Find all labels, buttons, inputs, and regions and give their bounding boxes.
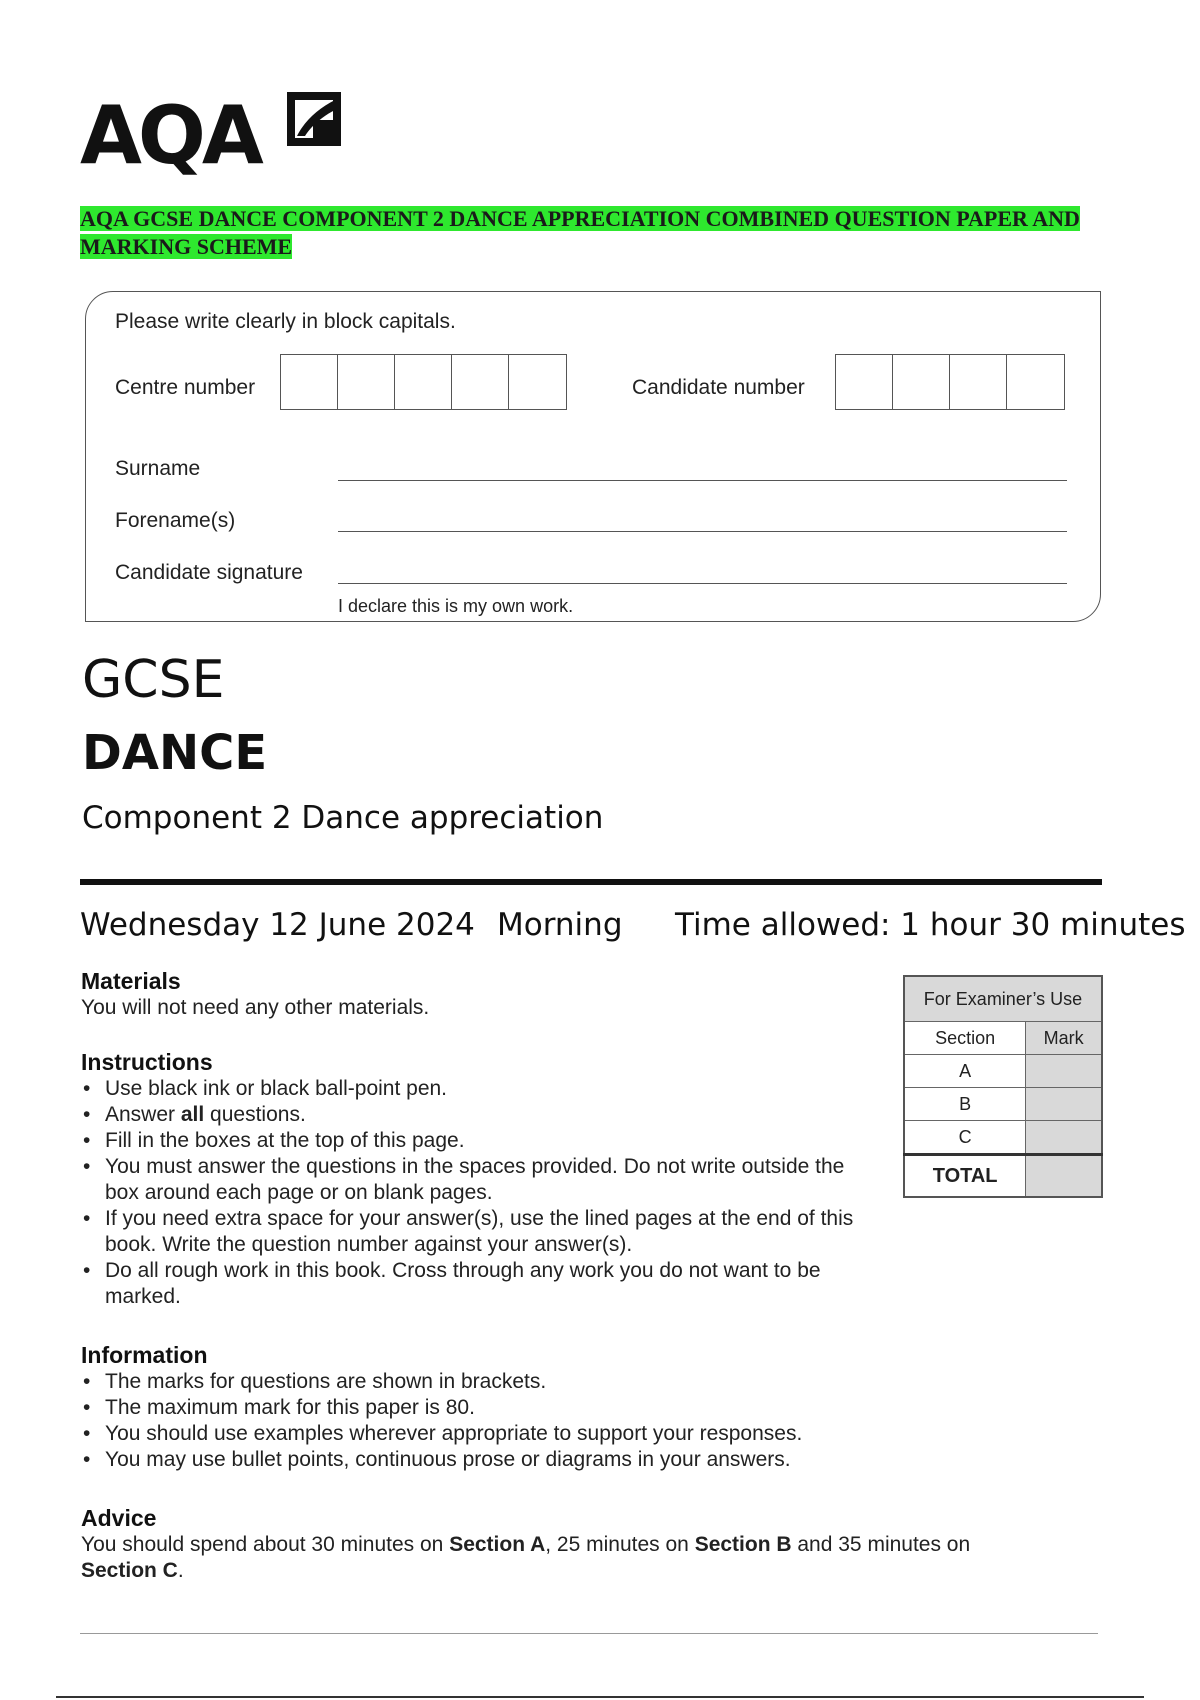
qualification-title: GCSE [82, 650, 225, 710]
section-column-header: Section [904, 1022, 1026, 1055]
signature-label: Candidate signature [115, 561, 303, 584]
information-section [81, 1342, 901, 1473]
information-heading: Information [81, 1342, 208, 1368]
advice-section [81, 1505, 1041, 1584]
page-bottom-rule [56, 1696, 1144, 1698]
centre-number-cell[interactable] [281, 355, 338, 409]
advice-section-a: Section A [449, 1533, 546, 1556]
materials-section [81, 968, 881, 1021]
exam-session: Morning [497, 907, 623, 943]
advice-part2: , 25 minutes on [545, 1533, 695, 1556]
advice-heading: Advice [81, 1505, 157, 1531]
information-list [81, 1369, 901, 1473]
list-item: • Do all rough work in this book. Cross through any work you do not want to be marked. [81, 1258, 871, 1310]
forenames-line[interactable] [338, 531, 1067, 532]
table-row [904, 1121, 1102, 1155]
surname-label: Surname [115, 457, 201, 480]
mark-column-header: Mark [1026, 1022, 1102, 1055]
instruction-answer-text: Answer [105, 1103, 181, 1126]
section-a-cell: A [904, 1055, 1026, 1088]
list-item: • You should use examples wherever appropriate to support your responses. [81, 1421, 901, 1447]
exam-date: Wednesday 12 June 2024 [80, 907, 475, 943]
total-label-cell: TOTAL [904, 1155, 1026, 1198]
list-item: • Fill in the boxes at the top of this page. [81, 1128, 871, 1154]
logo-text: AQA [80, 89, 260, 182]
surname-line[interactable] [338, 480, 1067, 481]
list-item: • You may use bullet points, continuous prose or diagrams in your answers. [81, 1447, 901, 1473]
candidate-number-label: Candidate number [632, 376, 805, 399]
centre-number-cell[interactable] [452, 355, 509, 409]
title-divider [80, 879, 1102, 885]
aqa-slash-mark-icon [283, 90, 345, 150]
examiners-use-title: For Examiner’s Use [904, 976, 1102, 1022]
candidate-number-boxes[interactable] [835, 354, 1065, 410]
candidate-number-cell[interactable] [836, 355, 893, 409]
centre-number-cell[interactable] [395, 355, 452, 409]
banner-text: AQA GCSE DANCE COMPONENT 2 DANCE APPRECIATION COMBINED QUESTION PAPER AND MARKING SCHEME [80, 206, 1080, 259]
table-row [904, 1088, 1102, 1121]
document-title-banner [80, 205, 1140, 261]
centre-number-label: Centre number [115, 376, 256, 399]
instruction-questions-text: questions. [204, 1103, 306, 1126]
total-mark-cell [1026, 1155, 1102, 1198]
list-item: • You must answer the questions in the spaces provided. Do not write outside the box around each page or on blank pages. [81, 1154, 871, 1206]
section-b-cell: B [904, 1088, 1026, 1121]
table-row [904, 1155, 1102, 1198]
candidate-details-box [85, 291, 1101, 622]
candidate-number-cell[interactable] [893, 355, 950, 409]
section-c-mark-cell [1026, 1121, 1102, 1155]
advice-part1: You should spend about 30 minutes on [81, 1533, 450, 1556]
list-item: • The maximum mark for this paper is 80. [81, 1395, 901, 1421]
instructions-list [81, 1076, 871, 1310]
component-title: Component 2 Dance appreciation [82, 800, 604, 836]
candidate-number-cell[interactable] [1007, 355, 1064, 409]
subject-title: DANCE [82, 725, 268, 781]
candidate-number-cell[interactable] [950, 355, 1007, 409]
instructions-section [81, 1049, 871, 1310]
forenames-label: Forename(s) [115, 509, 236, 532]
signature-line[interactable] [338, 583, 1067, 584]
examiners-use-table [903, 975, 1103, 1198]
centre-number-boxes[interactable] [280, 354, 567, 410]
block-capitals-instruction: Please write clearly in block capitals. [115, 310, 456, 333]
aqa-logo [80, 88, 350, 188]
list-item: • If you need extra space for your answer(s), use the lined pages at the end of this book. Write the question number against your answer(s). [81, 1206, 871, 1258]
table-row [904, 1055, 1102, 1088]
advice-section-c: Section C [81, 1559, 178, 1582]
section-a-mark-cell [1026, 1055, 1102, 1088]
section-b-mark-cell [1026, 1088, 1102, 1121]
instructions-heading: Instructions [81, 1049, 213, 1075]
centre-number-cell[interactable] [338, 355, 395, 409]
advice-part4: . [177, 1559, 184, 1582]
time-allowed: Time allowed: 1 hour 30 minutes [675, 907, 1186, 943]
advice-section-b: Section B [694, 1533, 792, 1556]
instruction-all-bold: all [180, 1103, 205, 1126]
materials-text: You will not need any other materials. [81, 996, 430, 1019]
advice-part3: and 35 minutes on [791, 1533, 971, 1556]
declaration-text: I declare this is my own work. [338, 596, 574, 616]
section-c-cell: C [904, 1121, 1026, 1155]
advice-text [81, 1532, 1041, 1584]
list-item: • Use black ink or black ball-point pen. [81, 1076, 871, 1102]
list-item: • The marks for questions are shown in brackets. [81, 1369, 901, 1395]
list-item [81, 1102, 871, 1128]
materials-heading: Materials [81, 968, 181, 994]
centre-number-cell[interactable] [509, 355, 566, 409]
footer-divider [80, 1633, 1098, 1634]
